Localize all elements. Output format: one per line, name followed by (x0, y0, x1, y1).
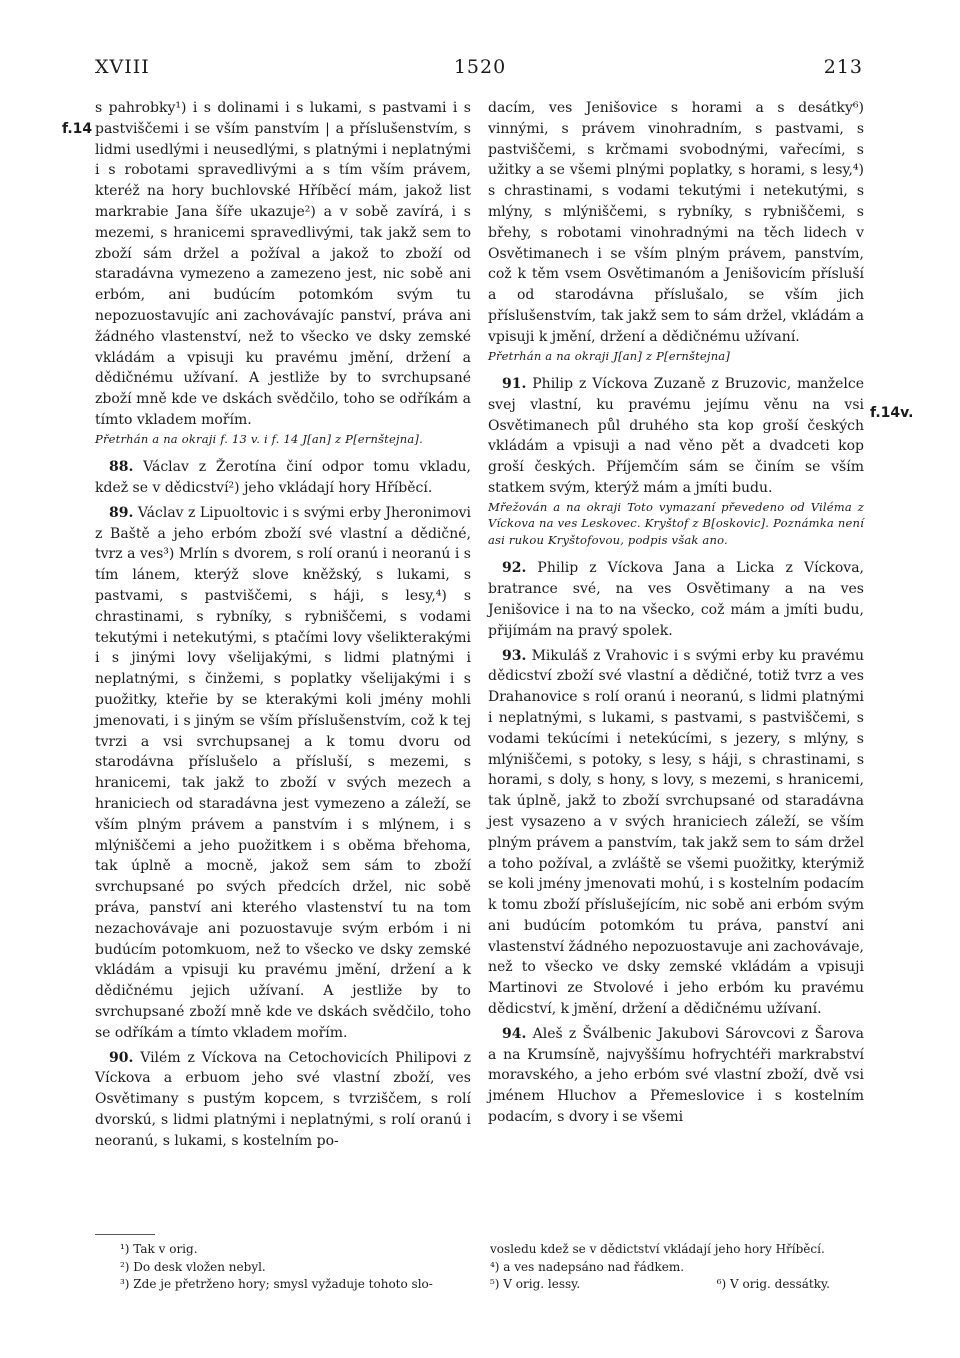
note-text: Přetrhán a na okraji J[an] z P[ernštejna] (488, 348, 731, 363)
entry-text: Mikuláš z Vrahovic i s svými erby ku pravému dědicství zboží své vlastní a dědičné, totiž tvrz a ves Drahanovice s rolí oranú i neoranú, s lidmi platnými i neplatnými, s lukami, s pastvami, s pastviščemi, s vodami tekúcími i netekúcími, s jezery, s mlýny, s mlýniščemi, s potoky, s lesy, s háji, s chrastinami, s horami, s doly, s hony, s lovy, s mezemi, s hranicemi, tak úplně, jakž to zboží svrchupsané od staradávna jest vysazeno a v svých hraniciech záleží, se vším plným právem a panstvím, tak jakž sem to sám držel a toho požíval, a zvláště se všemi puožitky, kterýmiž se koli jmény jmenovati mohú, i s kostelním podacím k tomu zboží příslušejícím, nic sobě ani erbóm svým ani budúcím potomkóm tu práva, panství ani vlastenství žádného nepozuostavuje ani zachovávaje, než to všecko ve dsky zemské vkládám a vpisuji Martinovi ze Stvolové i jeho erbóm ku pravému dědicství, k jmění, držení a dědičnému užívaní. (488, 647, 865, 1018)
footnote: ¹) Tak v orig. (120, 1242, 198, 1256)
entry-number: 94. (502, 1025, 527, 1042)
page-number: 213 (823, 56, 863, 78)
entry-text: Václav z Lipuoltovic i s svými erby Jheronimovi z Baště a jeho erbóm zboží své vlastní a dědičné, tvrz a ves³) Mrlín s dvorem, s rolí oranú i neoranú i s tím lánem, kterýž slove kněžský, s lukami, s pastvami, s pastviščemi, s háji, s lesy,⁴) s chrastinami, s rybníky, s rybniščemi, s vodami tekutými i netekutými, s ptačími lovy všelikterakými i s jinými lovy všelijakými, s lidmi platnými i neplatnými, s činžemi, s poplatky všelijakými i s puožitky, kteřie by se kterakými koli jmény mohli jmenovati, i s jiným se vším příslušenstvím, což k tej tvrzi a vsi svrchupsanej a k tomu dvoru od starodávna příslušelo a přísluší, s mezemi, s hranicemi, tak jakž to zboží v svých mezech a hraniciech od staradávna jest vymezeno a záleží, se vším plným právem a panstvím i s mlýnem, i s mlýniščemi a jeho puožitkem i s oběma břehoma, tak úplně a mocně, jakož sem sám to zboží svrchupsané po svých předcích držel, nic sobě práva, panství ani kterého vlastenství tu na tom nezachovávaje ani pozuostavuje svým erbóm i ni budúcím potomkuom, než to všecko ve dsky zemské vkládám a vpisuji ku pravému jmění, držení a k dědičnému jejich užívaní. A jestliže by to svrchupsané zboží mně kde ve dskách svědčilo, toho se odříkám a tímto vkladem mořím. (95, 504, 471, 1041)
entry-text: Václav z Žerotína činí odpor tomu vkladu, kdež se v dědicství²) jeho vkládají hory Hříběcí. (95, 459, 472, 497)
note-text: Přetrhán a na okraji f. 13 v. i f. 14 J[an] z P[ernštejna]. (95, 431, 423, 446)
editorial-note (488, 499, 864, 549)
entry-number: 92. (502, 560, 527, 577)
entry-paragraph (95, 503, 471, 1044)
footnote-pair (490, 1276, 830, 1294)
entry-text: s pahrobky¹) i s dolinami i s lukami, s pastvami i s pastviščemi i se vším panstvím | a příslušenstvím, s lidmi usedlými i neusedlými, s platnými i neplatnými i s robotami spravedlivými a s tím vším právem, kteréž na hory buchlovské Hříběcí mám, jakož list markrabie Jana šíře ukazuje²) a v sobě zavírá, i s mezemi, s hranicemi spravedlivými, tak jakž sem to zboží sám držel a požíval a jakož to zboží od staradávna vymezeno a zamezeno jest, nic sobě ani erbóm, ani budúcím potomkóm svým tu nepozuostavujíc ani zachovávajíc panství, práva ani žádného vlastenství, než to všecko ve dsky zemské vkládám a vpisuji ku pravému jmění, držení a dědičnému užívaní. A jestliže by to svrchupsané zboží mně kde ve dskách svědčilo, toho se odříkám a tímto vkladem mořím. (95, 100, 471, 428)
editorial-note (95, 431, 471, 448)
entry-paragraph (488, 374, 864, 499)
footnote: ⁶) V orig. dessátky. (716, 1277, 830, 1291)
volume-number: XVIII (95, 56, 150, 78)
entry-paragraph (95, 98, 471, 431)
entry-number: 91. (502, 376, 527, 393)
footnotes-left (120, 1241, 480, 1294)
entry-text: Aleš z Šválbenic Jakubovi Sárovcovi z Šarova a na Krumsíně, najvyššímu hofrychtéři markrabství moravského, a jeho erbóm své vlastní zboží, dvě vsi jménem Hluchov a Přemeslovice i s kostelním podacím, s dvory i se všemi (488, 1025, 864, 1126)
footnote-rule (95, 1234, 155, 1235)
entry-paragraph (488, 1024, 864, 1128)
year-heading: 1520 (453, 56, 507, 78)
note-text: Mřežován a na okraji Toto vymazaní převedeno od Viléma z Víckova na ves Leskovec. Kryštof z B[oskovic]. Poznámka není asi rukou Kryštofovou, podpis však ano. (488, 499, 864, 547)
footnote: ⁴) a ves nadepsáno nad řádkem. (490, 1259, 685, 1274)
left-column (95, 98, 471, 1152)
entry-paragraph (95, 1048, 471, 1152)
footnote: vosledu kdež se v dědictství vkládají jeho hory Hříběcí. (490, 1242, 825, 1256)
footnote: ²) Do desk vložen nebyl. (120, 1259, 266, 1274)
editorial-note (488, 348, 864, 365)
entry-text: Philip z Víckova Jana a Licka z Víckova, bratrance své, na ves Osvětimany a na ves Jenišovice i na to na všecko, což mám a jmíti budu, přijímám na pravý spolek. (488, 560, 864, 639)
entry-paragraph (488, 558, 864, 641)
margin-folio-left: f.14 (62, 121, 93, 137)
entry-text: Vilém z Víckova na Cetochovicích Philipovi z Víckova a erbuom jeho své vlastní zboží, ves Osvětimany s pustým kopcem, s tvrziščem, s rolí dvorskú, s lidmi platnými i neplatnými, s rolí oranú i neoranú, s lukami, s kostelním po- (95, 1049, 471, 1149)
entry-number: 90. (109, 1049, 134, 1066)
entry-paragraph (488, 646, 864, 1020)
entry-text: dacím, ves Jenišovice s horami a s desátky⁶) vinnými, s právem vinohradním, s pastvami, s pastviščemi, s krčmami svobodnými, vařecími, s užitky a se všemi plnými poplatky, s horami, s lesy,⁴) s chrastinami, s vodami tekutými i netekutými, s mlýny, s mlýniščemi, s rybníky, s rybniščemi, s břehy, s robotami vinohradnými na těch lidech v Osvětimanech i se vším plným právem, panstvím, což k těm vsem Osvětimanóm a Jenišovicím přísluší a od starodávna příslušalo, se vším jich příslušenstvím, tak jakž sem to sám držel, vkládám a vpisuji k jmění, držení a dědičnému užívaní. (488, 100, 864, 345)
entry-number: 89. (109, 504, 134, 521)
footnote: ⁵) V orig. lessy. (490, 1277, 581, 1291)
footnotes-right (490, 1241, 870, 1294)
entry-paragraph (488, 98, 864, 348)
entry-text: Philip z Víckova Zuzaně z Bruzovic, manželce svej vlastní, ku pravému jejímu věnu na vsi Osvětimanech půl druhého sta kop groší českých vkládám a vpisuji a nad věno pět a dvadceti kop groší českých. Příjemčím sám se činím se vším statkem svým, kterýž mám a jmíti budu. (488, 376, 864, 497)
entry-paragraph (95, 457, 471, 499)
margin-folio-right: f.14v. (870, 405, 914, 421)
right-column (488, 98, 864, 1128)
entry-number: 88. (109, 459, 134, 476)
entry-number: 93. (502, 647, 527, 664)
footnote: ³) Zde je přetrženo hory; smysl vyžaduje tohoto slo- (120, 1277, 433, 1291)
